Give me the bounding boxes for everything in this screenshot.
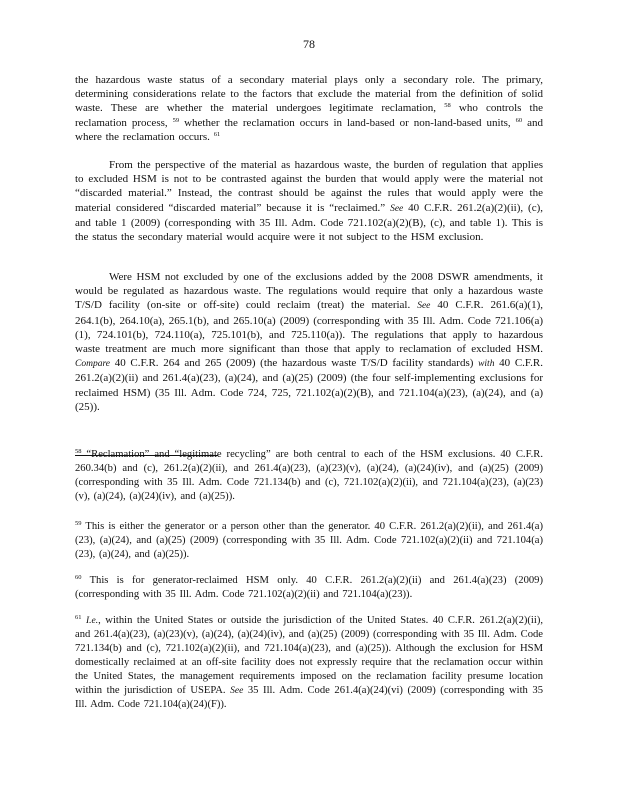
footnote-58 [75, 448, 543, 504]
paragraph-text: and where the reclamation occurs. [75, 116, 544, 143]
footnote-61 [75, 614, 543, 712]
body-paragraph-3 [75, 270, 543, 414]
body-paragraph-2 [75, 158, 543, 244]
footnote-59 [75, 520, 543, 562]
footnote-number: 61 [75, 614, 82, 621]
citation-signal: See [417, 301, 431, 312]
citation-signal: with [478, 359, 495, 370]
citation-signal: I.e. [86, 616, 99, 626]
footnote-text: “Reclamation” and “legitimate recycling” are both central to each of the HSM exclusions. 40 C.F.R. 260.34(b) and (c), 261.2(a)(2)(ii), and 261.4(a)(23), (a)(23)(v), (a)(24), (a)(24)(iv), and (a)(25) (2009) (corresponding with 35 Ill. Adm. Code 721.134(b) and (c), 721.102(a)(2)(ii), and 721.104(a)(23), (a)(23)(v), (a)(24), (a)(24)(iv), and (a)(25)). [75, 449, 543, 502]
footnote-ref-61[interactable]: 61 [213, 130, 221, 138]
footnote-number: 59 [75, 520, 82, 527]
body-paragraph-1 [75, 73, 543, 144]
paragraph-text: 40 C.F.R. 261.6(a)(1), 264.1(b), 264.10(a), 265.1(b), and 265.10(a) (2009) (corresponding with 35 Ill. Adm. Code 721.106(a)(1), 724.101(b), 724.110(a), 725.101(b), and 725.110(a)). The regulations that apply to hazardous waste treatment are much more significant than those that apply to reclamation of excluded HSM. [75, 299, 544, 356]
paragraph-text: 40 C.F.R. 261.2(a)(2)(ii), (c), and table 1 (2009) (corresponding with 35 Ill. Adm. Code 721.102(a)(2)(B), (c), and table 1). This is the status the secondary material would acquire were it not subject to the HSM exclusion. [75, 201, 544, 244]
paragraph-text: Were HSM not excluded by one of the exclusions added by the 2008 DSWR amendments, it would be regulated as hazardous waste. The regulations would require that only a hazardous waste T/S/D facility (on-site or off-site) could reclaim (treat) the material. [75, 271, 543, 312]
footnote-number: 58 [75, 448, 82, 455]
citation-signal: See [390, 203, 404, 214]
footnote-number: 60 [75, 574, 82, 581]
footnote-ref-59[interactable]: 59 [172, 116, 180, 124]
citation-signal: See [230, 686, 244, 696]
paragraph-text: whether the reclamation occurs in land-based or non-land-based units, [179, 116, 516, 129]
paragraph-text: who controls the reclamation process, [75, 102, 543, 129]
footnote-ref-58[interactable]: 58 [444, 102, 451, 110]
paragraph-text: the hazardous waste status of a secondary material plays only a secondary role. The primary, determining considerations relate to the factors that exclude the material from the definition of solid waste. These are whether the material undergoes legitimate reclamation, [75, 74, 543, 115]
paragraph-text: From the perspective of the material as hazardous waste, the burden of regulation that applies to excluded HSM is not to be contrasted against the burden that would apply were the material not “discarded material.” Instead, the contrast should be against the rules that would apply were the material considered “discarded material” because it is “reclaimed.” [75, 159, 543, 214]
citation-signal: Compare [75, 359, 111, 370]
paragraph-text: 40 C.F.R. 261.2(a)(2)(ii) and 261.4(a)(23), (a)(24), and (a)(25) (2009) (the four self-implementing exclusions for reclaimed HSM) (35 Ill. Adm. Code 724, 725, 721.102(a)(2)(B), and 721.104(a)(23), (a)(24), and (a)(25)). [75, 357, 543, 413]
footnote-text: 35 Ill. Adm. Code 261.4(a)(24)(vi) (2009) (corresponding with 35 Ill. Adm. Code 721.104(a)(24)(F)). [75, 685, 543, 710]
footnote-text: This is for generator-reclaimed HSM only. 40 C.F.R. 261.2(a)(2)(ii) and 261.4(a)(23) (2009) (corresponding with 35 Ill. Adm. Code 721.102(a)(2)(ii) and 721.104(a)(23)). [75, 575, 543, 600]
page-number: 78 [303, 37, 315, 51]
footnote-60 [75, 574, 543, 602]
footnote-ref-60[interactable]: 60 [515, 116, 523, 124]
paragraph-text: 40 C.F.R. 264 and 265 (2009) (the hazardous waste T/S/D facility standards) [110, 357, 479, 370]
footnote-text: This is either the generator or a person other than the generator. 40 C.F.R. 261.2(a)(2)(ii), and 261.4(a)(23), (a)(24), and (a)(25) (2009) (corresponding with 35 Ill. Adm. Code 721.102(a)(2)(ii) and 721.104(a)(23), (a)(24), and (a)(25)). [75, 521, 543, 560]
footnote-text: , within the United States or outside the jurisdiction of the United States. 40 C.F.R. 261.2(a)(2)(ii), and 261.4(a)(23), (a)(23)(v), (a)(24), (a)(24)(iv), and (a)(25) (2009) (corresponding with 35 Ill. Adm. Code 721.134(b) and (c), 721.102(a)(2)(ii), and 721.104(a)(23), and (a)(25)). Although the exclusion for HSM domestically reclaimed at an off-site facility does not expressly require that the reclamation occur within the United States, the management requirements imposed on the reclamation facility presume location within the jurisdiction of USEPA. [75, 615, 543, 696]
